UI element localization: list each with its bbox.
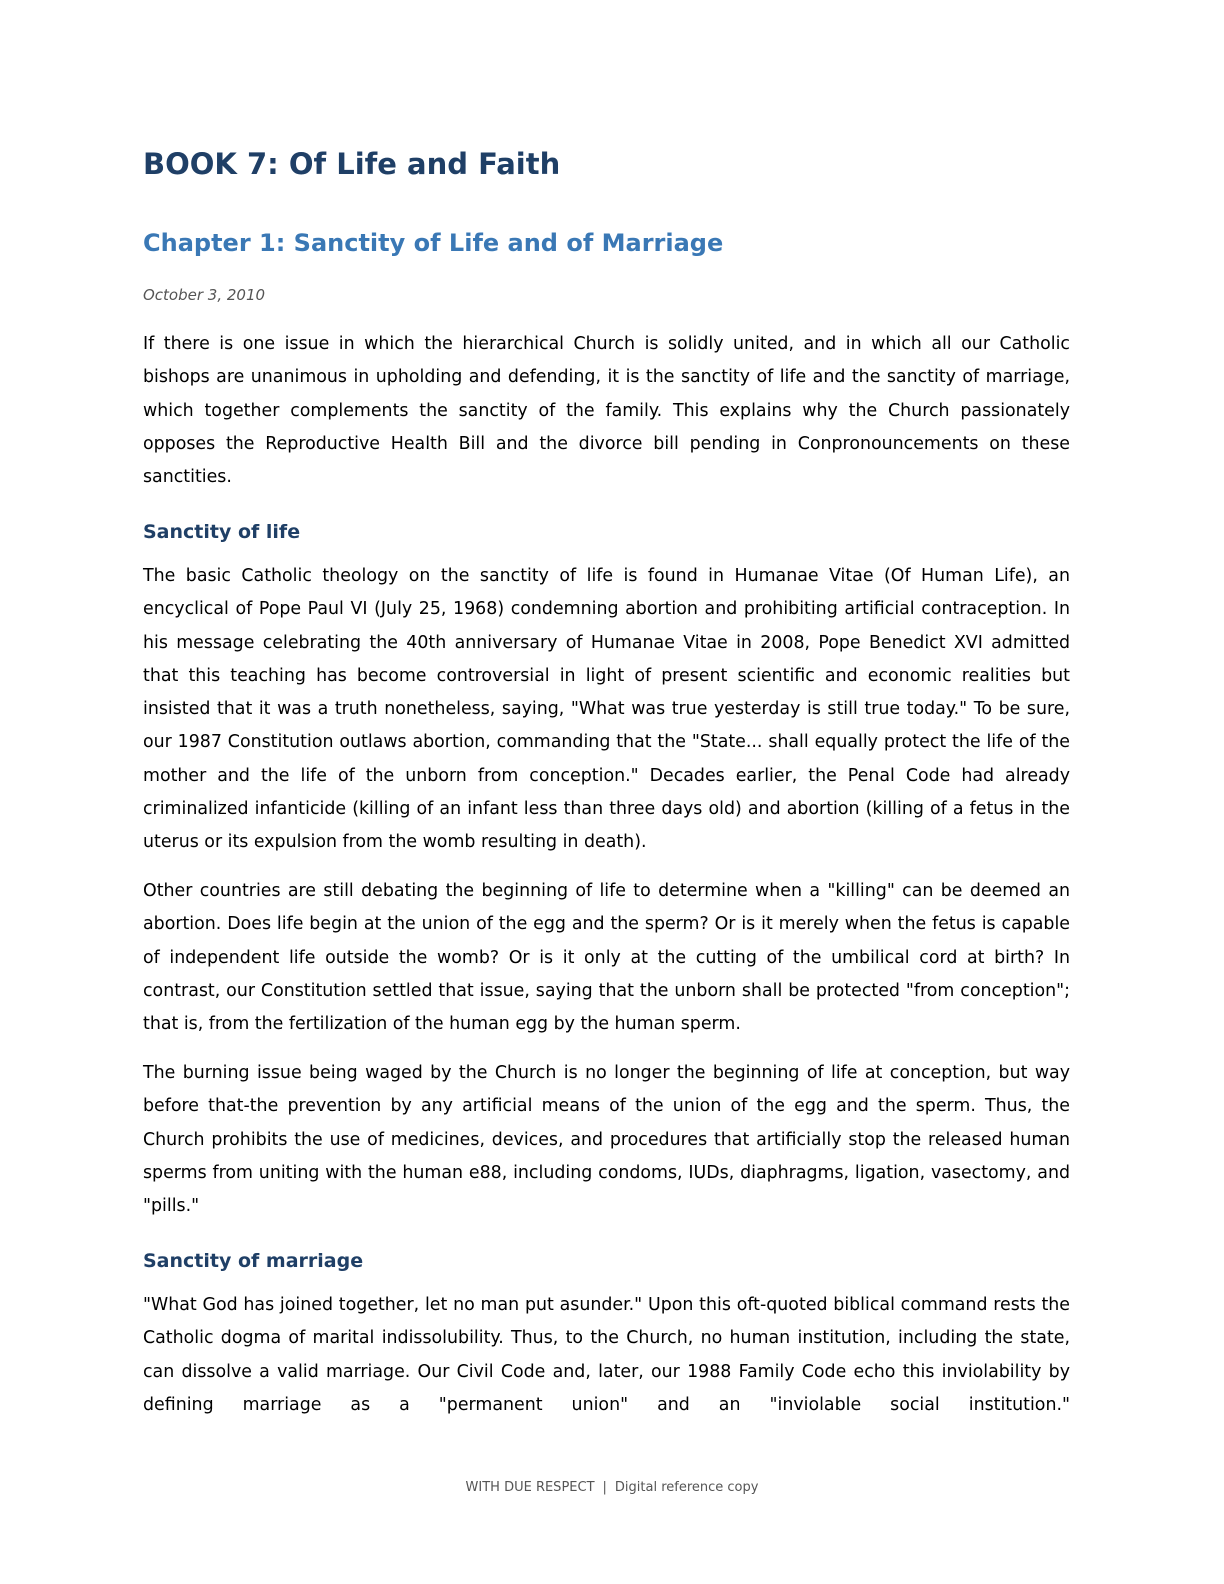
intro-paragraph: If there is one issue in which the hierarchical Church is solidly united, and in which all our Catholic bishops are unanimous in upholding and defending, it is the sanctity of life and the sanctity of marriage, which together complements the sanctity of the family. This explains why the Church passionately opposes the Reproductive Health Bill and the divorce bill pending in Conpronouncements on these sanctities. bbox=[143, 334, 1070, 488]
footer-publication: WITH DUE RESPECT bbox=[465, 1480, 595, 1495]
section-heading-sanctity-of-life: Sanctity of life bbox=[143, 521, 301, 543]
section-heading-sanctity-of-marriage: Sanctity of marriage bbox=[143, 1250, 364, 1272]
page-footer bbox=[0, 1478, 1224, 1498]
paragraph: The basic Catholic theology on the sanctity of life is found in Humanae Vitae (Of Human Life), an encyclical of Pope Paul VI (July 25, 1968) condemning abortion and prohibiting artificial contraception. In his message celebrating the 40th anniversary of Humanae Vitae in 2008, Pope Benedict XVI admitted that this teaching has become controversial in light of present scientific and economic realities but insisted that it was a truth nonetheless, saying, "What was true yesterday is still true today." To be sure, our 1987 Constitution outlaws abortion, commanding that the "State... shall equally protect the life of the mother and the life of the unborn from conception." Decades earlier, the Penal Code had already criminalized infanticide (killing of an infant less than three days old) and abortion (killing of a fetus in the uterus or its expulsion from the womb resulting in death). bbox=[143, 566, 1070, 853]
article-date: October 3, 2010 bbox=[143, 286, 266, 304]
paragraph: Other countries are still debating the beginning of life to determine when a "killing" can be deemed an abortion. Does life begin at the union of the egg and the sperm? Or is it merely when the fetus is capable of independent life outside the womb? Or is it only at the cutting of the umbilical cord at birth? In contrast, our Constitution settled that issue, saying that the unborn shall be protected "from conception"; that is, from the fertilization of the human egg by the human sperm. bbox=[143, 881, 1070, 1035]
paragraph: "What God has joined together, let no man put asunder." Upon this oft-quoted biblical command rests the Catholic dogma of marital indissolubility. Thus, to the Church, no human institution, including the state, can dissolve a valid marriage. Our Civil Code and, later, our 1988 Family Code echo this inviolability by defining marriage as a "permanent union" and an "inviolable social institution." bbox=[143, 1295, 1070, 1415]
footer-separator: | bbox=[602, 1480, 607, 1495]
book-title: BOOK 7: Of Life and Faith bbox=[143, 147, 561, 181]
paragraph: The burning issue being waged by the Church is no longer the beginning of life at conception, but way before that-the prevention by any artificial means of the union of the egg and the sperm. Thus, the Church prohibits the use of medicines, devices, and procedures that artificially stop the released human sperms from uniting with the human e88, including condoms, IUDs, diaphragms, ligation, vasectomy, and "pills." bbox=[143, 1063, 1070, 1217]
footer-copy-note: Digital reference copy bbox=[614, 1480, 759, 1495]
chapter-title: Chapter 1: Sanctity of Life and of Marriage bbox=[143, 229, 724, 257]
